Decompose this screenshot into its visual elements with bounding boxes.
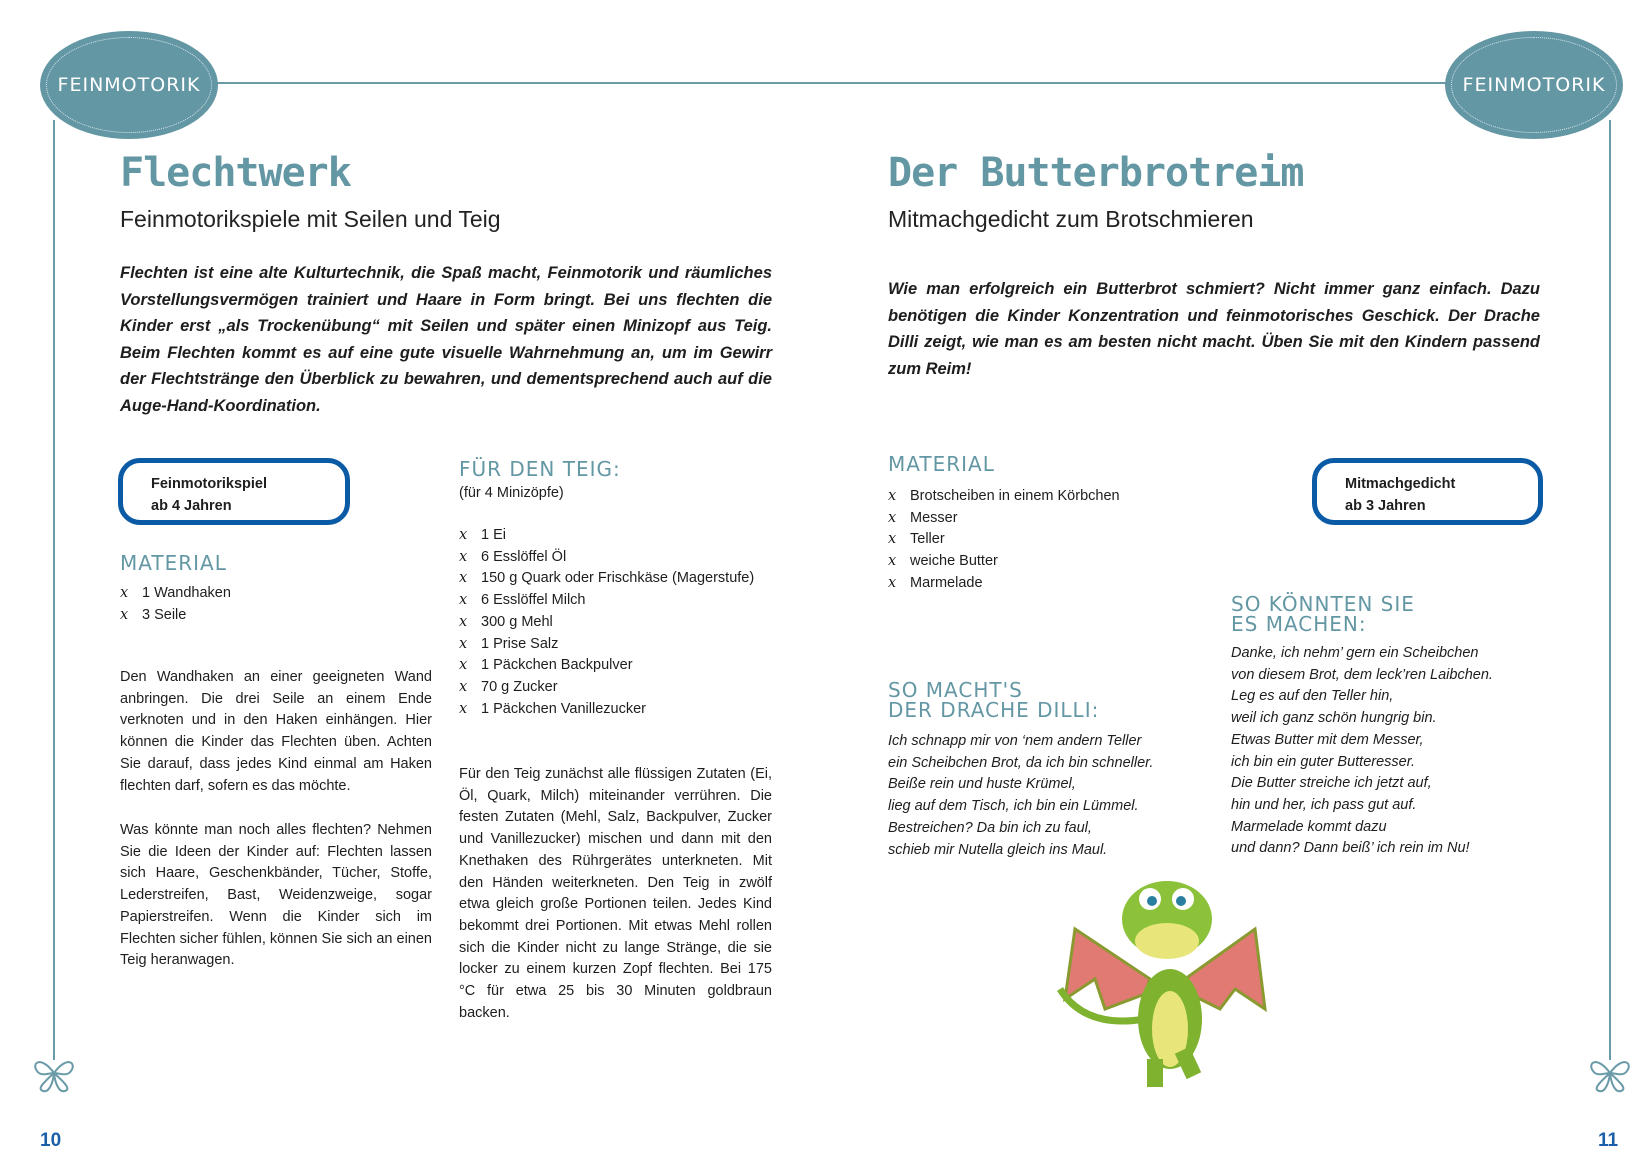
ornament-flourish-icon [31, 1053, 77, 1093]
list-item: x Marmelade [888, 573, 1120, 595]
material-heading: MATERIAL [120, 551, 227, 575]
cross-bullet-icon: x [888, 574, 897, 591]
cross-bullet-icon: x [459, 613, 468, 630]
page-title: Flechtwerk [120, 150, 351, 196]
teig-note: (für 4 Minizöpfe) [459, 485, 564, 501]
cross-bullet-icon: x [459, 678, 468, 695]
header-rule [217, 82, 1447, 84]
list-item: x 300 g Mehl [459, 612, 754, 634]
right-margin-rule [1609, 120, 1611, 1060]
list-item: x 6 Esslöffel Öl [459, 547, 754, 569]
intro-text: Flechten ist eine alte Kulturtechnik, die Spaß macht, Feinmotorik und räumliches Vorstellungsvermögen trainiert und Haare in Form bringt. Bei uns flechten die Kinder erst „als Trockenübung“ mit Seilen und später einen Minizopf aus Teig. Beim Flechten kommt es auf eine gute visuelle Wahrnehmung an, um im Gewirr der Flechtstränge den Überblick zu bewahren, und dementsprechend auch auf die Auge-Hand-Koordination. [120, 264, 772, 415]
intro-text: Wie man erfolgreich ein Butterbrot schmiert? Nicht immer ganz einfach. Dazu benötigen die Kinder Konzentration und feinmotorisches Geschick. Der Drache Dilli zeigt, wie man es am besten nicht macht. Üben Sie mit den Kindern passend zum Reim! [888, 280, 1540, 378]
list-item: x 1 Päckchen Backpulver [459, 655, 754, 677]
badge-age: ab 3 Jahren [1345, 498, 1426, 514]
dilli-heading: SO MACHT'S DER DRACHE DILLI: [888, 678, 1100, 722]
dilli-poem: Ich schnapp mir von ‘nem andern Teller ein Scheibchen Brot, da ich bin schneller. Beiße rein und huste Krümel, lieg auf dem Tisch, ich bin ein Lümmel. Bestreichen? Da bin ich zu faul, schieb mir Nutella gleich ins Maul. [888, 733, 1154, 858]
list-item: x Teller [888, 529, 1120, 551]
page-subtitle: Feinmotorikspiele mit Seilen und Teig [120, 206, 501, 232]
teig-heading: FÜR DEN TEIG: [459, 457, 621, 481]
cross-bullet-icon: x [888, 531, 897, 548]
kids-poem: Danke, ich nehm’ gern ein Scheibchen von diesem Brot, dem leck’ren Laibchen. Leg es auf den Teller hin, weil ich ganz schön hungrig bin. Etwas Butter mit dem Messer, ich bin ein guter Butteresser. Die Butter streiche ich jetzt auf, hin und her, ich pass gut auf. Marmelade kommt dazu und dann? Dann beiß’ ich rein im Nu! [1231, 645, 1493, 857]
cross-bullet-icon: x [888, 509, 897, 526]
badge-type: Mitmachgedicht [1345, 476, 1456, 492]
ingredient-list [459, 525, 754, 720]
teig-instructions: Für den Teig zunächst alle flüssigen Zutaten (Ei, Öl, Quark, Milch) miteinander verrühren. Die festen Zutaten (Mehl, Salz, Backpulver, Zucker und Vanillezucker) mischen und dann mit den Knethaken des Rührgerätes unterkneten. Mit den Händen weiterkneten. Den Teig in zwölf etwa gleich große Portionen teilen. Jedes Kind bekommt drei Portionen. Mit etwas Mehl rollen sich die Kinder nicht zu lange Stränge, die sie locker zu einem kurzen Zopf flechten. Bei 175 °C für etwa 25 bis 30 Minuten goldbraun backen. [459, 766, 772, 1021]
section-label-text: FEINMOTORIK [1462, 74, 1606, 96]
material-heading: MATERIAL [888, 452, 995, 476]
list-item: x 6 Esslöffel Milch [459, 590, 754, 612]
list-item: x Brotscheiben in einem Körbchen [888, 486, 1120, 508]
ideas-paragraph: Was könnte man noch alles flechten? Nehmen Sie die Ideen der Kinder auf: Flechten lassen sich Haare, Geschenkbänder, Tücher, Stoffe, Lederstreifen, Bast, Weidenzweige, sogar Papierstreifen. Wenn die Kinder sich im Flechten sicher fühlen, können Sie sich an einen Teig heranwagen. [120, 822, 432, 969]
ornament-flourish-icon [1587, 1053, 1633, 1093]
cross-bullet-icon: x [120, 585, 129, 601]
list-item: x 1 Päckchen Vanillezucker [459, 699, 754, 721]
page-number-right: 11 [1598, 1130, 1619, 1151]
kids-heading: SO KÖNNTEN SIE ES MACHEN: [1231, 592, 1415, 636]
cross-bullet-icon: x [888, 488, 897, 504]
list-item: x 1 Prise Salz [459, 634, 754, 656]
section-label-left [40, 31, 218, 139]
list-item: x 1 Wandhaken [120, 583, 231, 605]
cross-bullet-icon: x [459, 570, 468, 587]
material-list [120, 583, 231, 626]
section-label-text: FEINMOTORIK [57, 74, 201, 96]
cross-bullet-icon: x [459, 527, 468, 543]
list-item: x 70 g Zucker [459, 677, 754, 699]
instructions-paragraph: Den Wandhaken an einer geeigneten Wand anbringen. Die drei Seile an einem Ende verknoten und in den Haken einhängen. Hier können die Kinder das Flechten üben. Achten Sie darauf, dass jedes Kind einmal am Haken flechten darf, sofern es das möchte. [120, 669, 432, 794]
cross-bullet-icon: x [459, 592, 468, 609]
cross-bullet-icon: x [459, 657, 468, 674]
material-list [888, 486, 1120, 595]
left-margin-rule [53, 120, 55, 1060]
badge-type: Feinmotorikspiel [151, 476, 268, 492]
list-item: x 1 Ei [459, 525, 754, 547]
page-title: Der Butterbrotreim [888, 150, 1304, 196]
cross-bullet-icon: x [459, 548, 468, 565]
cross-bullet-icon: x [120, 606, 129, 623]
age-badge [1312, 458, 1543, 525]
page-subtitle: Mitmachgedicht zum Brotschmieren [888, 206, 1254, 232]
cross-bullet-icon: x [459, 635, 468, 652]
list-item: x 150 g Quark oder Frischkäse (Magerstufe) [459, 568, 754, 590]
cross-bullet-icon: x [888, 553, 897, 570]
dragon-illustration [1055, 869, 1275, 1094]
list-item: x Messer [888, 508, 1120, 530]
badge-age: ab 4 Jahren [151, 498, 232, 514]
list-item: x weiche Butter [888, 551, 1120, 573]
page-number-left: 10 [40, 1130, 62, 1151]
list-item: x 3 Seile [120, 605, 231, 627]
cross-bullet-icon: x [459, 700, 468, 717]
age-badge [118, 458, 350, 525]
section-label-right [1445, 31, 1623, 139]
